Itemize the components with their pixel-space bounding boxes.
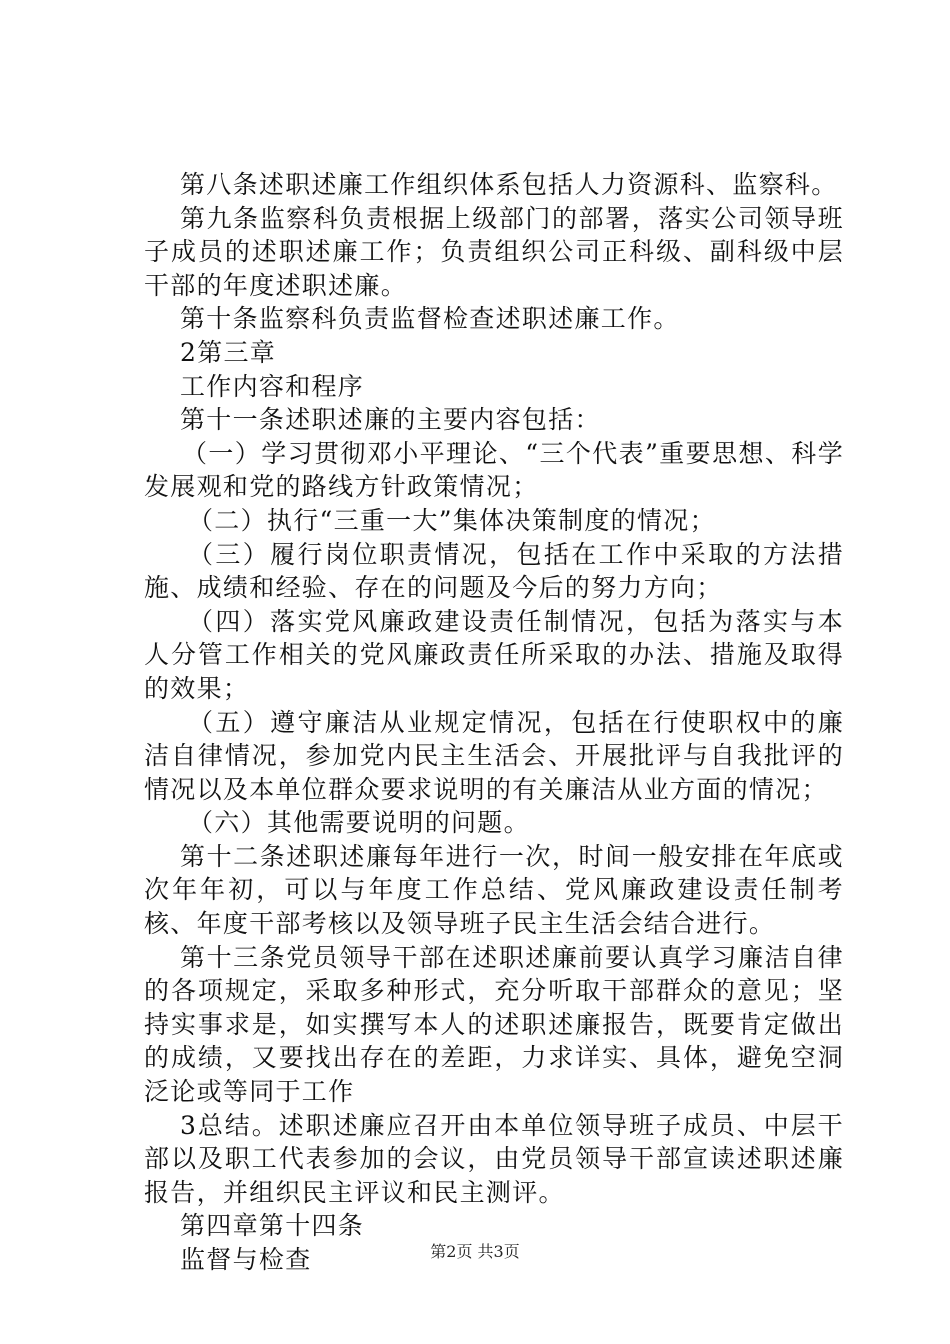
paragraph-article-11: 第十一条述职述廉的主要内容包括：	[180, 405, 601, 435]
paragraph-article-13: 第十三条党员领导干部在述职述廉前要认真学习廉洁自律的各项规定，采取多种形式，充分听取干部群众的意见；坚持实事求是，如实撰写本人的述职述廉报告，既要肯定做出的成绩，又要找出存在的差距，力求详实、具体，避免空洞泛论或等同于工作	[144, 942, 844, 1107]
document-body	[144, 168, 844, 1277]
list-item-2: （二）执行“三重一大”集体决策制度的情况；	[188, 505, 716, 535]
chapter-3-title: 工作内容和程序	[180, 371, 365, 401]
list-item-1: （一）学习贯彻邓小平理论、“三个代表”重要思想、科学发展观和党的路线方针政策情况；	[144, 438, 844, 502]
list-item-5: （五）遵守廉洁从业规定情况，包括在行使职权中的廉洁自律情况，参加党内民主生活会、开展批评与自我批评的情况以及本单位群众要求说明的有关廉洁从业方面的情况；	[144, 707, 844, 804]
chapter-3-heading: 2第三章	[180, 337, 277, 367]
chapter-4-title: 监督与检查	[180, 1245, 312, 1274]
page-footer	[0, 1242, 950, 1262]
paragraph-article-9: 第九条监察科负责根据上级部门的部署，落实公司领导班子成员的述职述廉工作；负责组织公司正科级、副科级中层干部的年度述职述廉。	[144, 203, 844, 300]
list-item-3: （三）履行岗位职责情况，包括在工作中采取的方法措施、成绩和经验、存在的问题及今后的努力方向；	[144, 539, 844, 603]
paragraph-article-12: 第十二条述职述廉每年进行一次，时间一般安排在年底或次年年初，可以与年度工作总结、党风廉政建设责任制考核、年度干部考核以及领导班子民主生活会结合进行。	[144, 841, 844, 939]
paragraph-article-8: 第八条述职述廉工作组织体系包括人力资源科、监察科。	[180, 170, 838, 199]
page-number-label: 第2页 共3页	[430, 1242, 520, 1261]
list-item-6: （六）其他需要说明的问题。	[188, 808, 530, 838]
chapter-4-heading: 第四章第十四条	[180, 1211, 365, 1241]
list-item-4: （四）落实党风廉政建设责任制情况，包括为落实与本人分管工作相关的党风廉政责任所采取的办法、措施及取得的效果；	[144, 606, 844, 703]
paragraph-summary: 3总结。述职述廉应召开由本单位领导班子成员、中层干部以及职工代表参加的会议，由党员领导干部宣读述职述廉报告，并组织民主评议和民主测评。	[144, 1110, 844, 1207]
paragraph-article-10: 第十条监察科负责监督检查述职述廉工作。	[180, 304, 680, 334]
